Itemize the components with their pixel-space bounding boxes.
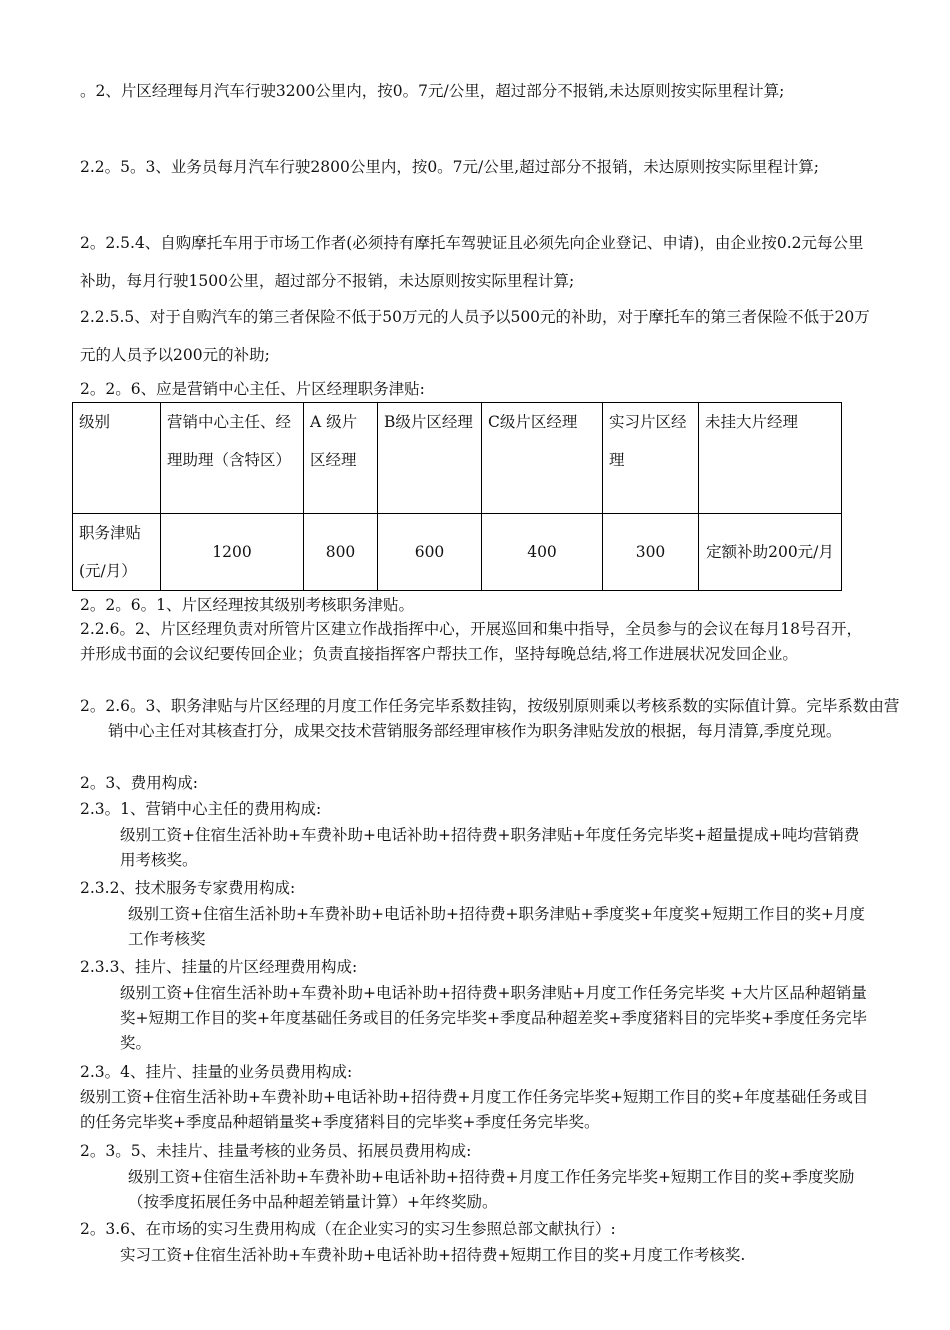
- section-2-3-5-heading: 2。3。5、未挂片、挂量考核的业务员、拓展员费用构成:: [80, 1142, 472, 1160]
- row-label-cell: 职务津贴(元/月）: [73, 514, 161, 591]
- header-cell: 未挂大片经理: [699, 403, 842, 514]
- section-2-3-heading: 2。3、费用构成:: [80, 774, 198, 792]
- header-cell: A 级片区经理: [304, 403, 378, 514]
- section-2-3-4-heading: 2.3。4、挂片、挂量的业务员费用构成:: [80, 1063, 353, 1081]
- section-2-3-6-body: 实习工资+住宿生活补助+车费补助+电话补助+招待费+短期工作目的奖+月度工作考核奖.: [120, 1246, 746, 1264]
- section-2-3-2-heading: 2.3.2、技术服务专家费用构成:: [80, 879, 296, 897]
- paragraph-insurance-subsidy: 2.2.5.5、对于自购汽车的第三者保险不低于50万元的人员予以500元的补助，对于摩托车的第三者保险不低于20万元的人员予以200元的补助;: [80, 308, 870, 364]
- section-2-3-1-heading: 2.3。1、营销中心主任的费用构成:: [80, 800, 322, 818]
- header-cell: 营销中心主任、经理助理（含特区）: [161, 403, 304, 514]
- section-2-3-4-body: 级别工资+住宿生活补助+车费补助+电话补助+招待费+月度工作任务完毕奖+短期工作目的奖+年度基础任务或目的任务完毕奖+季度品种超销量奖+季度猪料目的完毕奖+季度任务完毕奖。: [80, 1088, 869, 1131]
- paragraph-car-mileage-salesman: 2.2。5。3、业务员每月汽车行驶2800公里内，按0。7元/公里,超过部分不报销，未达原则按实际里程计算;: [80, 158, 819, 176]
- value-cell: 1200: [161, 514, 304, 591]
- section-2-3-5-body: 级别工资+住宿生活补助+车费补助+电话补助+招待费+月度工作任务完毕奖+短期工作目的奖+季度奖励（按季度拓展任务中品种超差销量计算）+年终奖励。: [128, 1168, 855, 1211]
- value-cell: 600: [378, 514, 482, 591]
- paragraph-allowance-intro: 2。2。6、应是营销中心主任、片区经理职务津贴:: [80, 380, 425, 398]
- section-2-3-3-heading: 2.3.3、挂片、挂量的片区经理费用构成:: [80, 958, 358, 976]
- value-cell: 400: [482, 514, 603, 591]
- allowance-table: [72, 402, 842, 591]
- header-cell: 实习片区经理: [603, 403, 699, 514]
- section-2-3-6-heading: 2。3.6、在市场的实习生费用构成（在企业实习的实习生参照总部文献执行）:: [80, 1220, 616, 1238]
- header-cell: B级片区经理: [378, 403, 482, 514]
- paragraph-car-mileage-manager: 。2、片区经理每月汽车行驶3200公里内，按0。7元/公里，超过部分不报销,未达原则按实际里程计算;: [80, 82, 785, 100]
- header-cell: C级片区经理: [482, 403, 603, 514]
- value-cell: 800: [304, 514, 378, 591]
- section-2-2-6-2: 2.2.6。2、片区经理负责对所管片区建立作战指挥中心，开展巡回和集中指导，全员参与的会议在每月18号召开，并形成书面的会议纪要传回企业；负责直接指挥客户帮扶工作，坚持每晚总结,将工作进展状况发回企业。: [80, 620, 863, 663]
- value-cell: 定额补助200元/月: [699, 514, 842, 591]
- section-2-2-6-3: 2。2.6。3、职务津贴与片区经理的月度工作任务完毕系数挂钩，按级别原则乘以考核系数的实际值计算。完毕系数由营销中心主任对其核查打分，成果交技术营销服务部经理审核作为职务津贴发放的根据，每月清算,季度兑现。: [80, 697, 900, 740]
- section-2-3-1-body: 级别工资+住宿生活补助+车费补助+电话补助+招待费+职务津贴+年度任务完毕奖+超量提成+吨均营销费用考核奖。: [120, 826, 860, 869]
- header-cell: 级别: [73, 403, 161, 514]
- section-2-3-2-body: 级别工资+住宿生活补助+车费补助+电话补助+招待费+职务津贴+季度奖+年度奖+短期工作目的奖+月度工作考核奖: [128, 905, 865, 948]
- table-row: [73, 514, 842, 591]
- value-cell: 300: [603, 514, 699, 591]
- paragraph-motorcycle-subsidy: 2。2.5.4、自购摩托车用于市场工作者(必须持有摩托车驾驶证且必须先向企业登记、申请)，由企业按0.2元每公里补助，每月行驶1500公里，超过部分不报销，未达原则按实际里程计算;: [80, 234, 864, 290]
- section-2-3-3-body: 级别工资+住宿生活补助+车费补助+电话补助+招待费+职务津贴+月度工作任务完毕奖 +大片区品种超销量奖+短期工作目的奖+年度基础任务或目的任务完毕奖+季度品种超差奖+季度猪料目的完毕奖+季度任务完毕奖。: [120, 984, 867, 1052]
- table-header-row: [73, 403, 842, 514]
- section-2-2-6-1: 2。2。6。1、片区经理按其级别考核职务津贴。: [80, 596, 414, 614]
